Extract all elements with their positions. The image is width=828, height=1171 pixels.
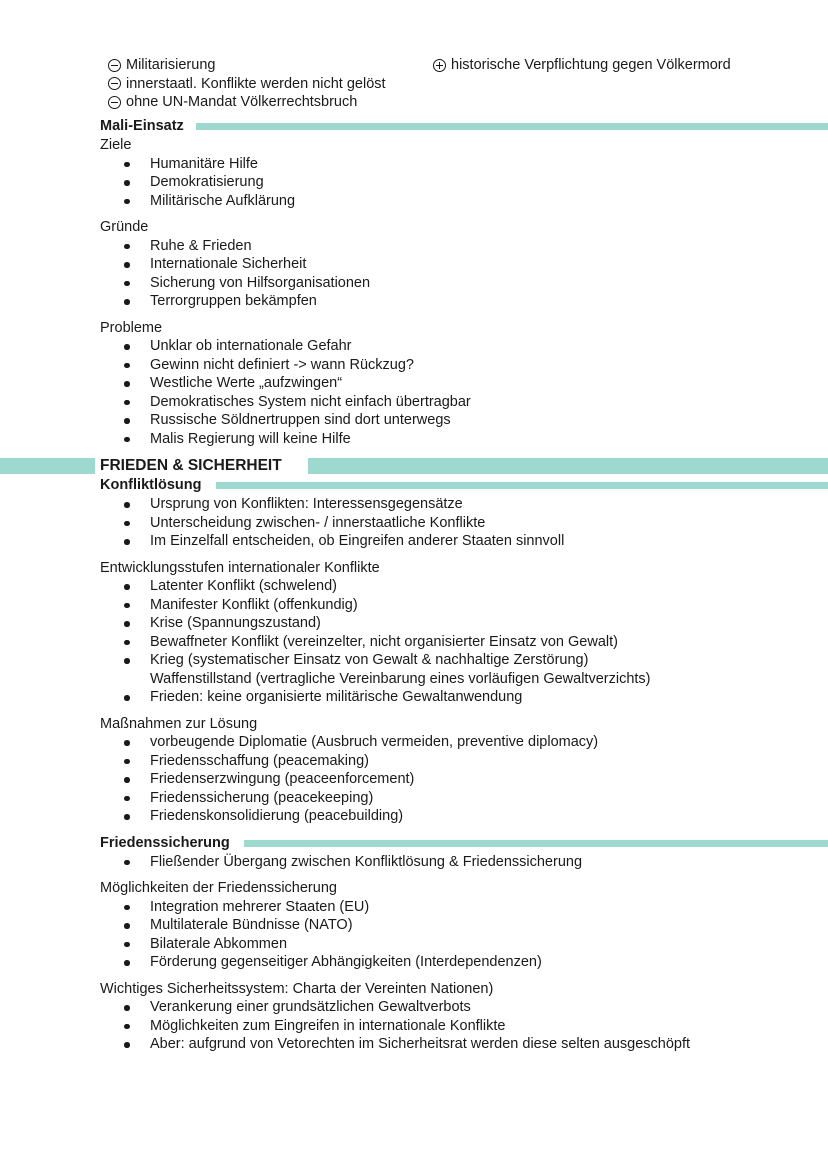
list-item	[0, 935, 828, 954]
list-item-text: Ursprung von Konflikten: Interessensgegensätze	[150, 496, 463, 512]
list-item-text: Frieden: keine organisierte militärische Gewaltanwendung	[150, 689, 523, 705]
list-item-text: Gewinn nicht definiert -> wann Rückzug?	[150, 356, 414, 373]
list-item	[0, 752, 828, 771]
pro-text: historische Verpflichtung gegen Völkermord	[451, 57, 731, 73]
bullet-icon	[124, 796, 130, 802]
list-item	[0, 770, 828, 789]
list-item-text: Fließender Übergang zwischen Konfliktlösung & Friedenssicherung	[150, 853, 583, 870]
list-item-text: Friedenserzwingung (peaceenforcement)	[150, 771, 415, 787]
list-gruende	[0, 237, 828, 311]
list-item	[0, 789, 828, 808]
bullet-icon	[124, 584, 130, 590]
list-item-text: Sicherung von Hilfsorganisationen	[150, 274, 371, 291]
list-item	[0, 430, 828, 449]
list-item	[0, 577, 828, 596]
list-item	[0, 356, 828, 375]
list-item-text: Bilaterale Abkommen	[150, 935, 288, 952]
bullet-icon	[124, 1024, 130, 1030]
con-item	[108, 75, 428, 94]
bullet-icon	[124, 759, 130, 765]
list-item	[0, 651, 828, 670]
bullet-icon	[124, 942, 130, 948]
list-item-text: Unklar ob internationale Gefahr	[150, 338, 352, 354]
list-item	[0, 337, 828, 356]
bullet-icon	[124, 400, 130, 406]
bullet-icon	[124, 381, 130, 387]
heading-text: FRIEDEN & SICHERHEIT	[100, 457, 282, 474]
list-item	[0, 237, 828, 256]
list-item-text: Friedensschaffung (peacemaking)	[150, 752, 369, 769]
list-item-text: Aber: aufgrund von Vetorechten im Sicherheitsrat werden diese selten ausgeschöpft	[150, 1036, 691, 1052]
list-item	[0, 898, 828, 917]
bullet-icon	[124, 437, 130, 443]
list-item-text: Möglichkeiten zum Eingreifen in internationale Konflikte	[150, 1017, 506, 1034]
list-item	[0, 495, 828, 514]
list-item	[0, 998, 828, 1017]
plus-circle-icon	[433, 59, 446, 72]
list-item	[0, 853, 828, 872]
list-konfliktloesung	[0, 495, 828, 551]
list-item-text: vorbeugende Diplomatie (Ausbruch vermeiden, preventive diplomacy)	[150, 734, 599, 750]
list-item-text: Verankerung einer grundsätzlichen Gewaltverbots	[150, 999, 471, 1015]
con-text: Militarisierung	[126, 57, 216, 73]
bullet-icon	[124, 199, 130, 205]
list-item-text: Terrorgruppen bekämpfen	[150, 293, 317, 309]
list-item-text: Waffenstillstand (vertragliche Vereinbarung eines vorläufigen Gewaltverzichts)	[150, 670, 651, 687]
list-item-text: Manifester Konflikt (offenkundig)	[150, 596, 358, 613]
list-item	[0, 916, 828, 935]
list-item-text: Latenter Konflikt (schwelend)	[150, 578, 337, 594]
list-item	[0, 274, 828, 293]
list-item-text: Demokratisches System nicht einfach übertragbar	[150, 393, 471, 410]
bullet-icon	[124, 860, 130, 866]
list-system	[0, 998, 828, 1054]
heading-accent-bar-right	[308, 458, 828, 474]
list-item-text: Krieg (systematischer Einsatz von Gewalt & nachhaltige Zerstörung)	[150, 652, 589, 668]
main-content	[0, 117, 828, 1054]
list-item	[0, 155, 828, 174]
list-ziele	[0, 155, 828, 211]
list-item-text: Militärische Aufklärung	[150, 192, 296, 209]
heading-text: Konfliktlösung	[100, 477, 206, 493]
main-heading-frieden-sicherheit	[0, 456, 828, 476]
group-label-gruende: Gründe	[100, 219, 149, 235]
group-label-probleme: Probleme	[100, 319, 163, 336]
list-item	[0, 514, 828, 533]
bullet-icon	[124, 695, 130, 701]
list-item-text: Multilaterale Bündnisse (NATO)	[150, 917, 353, 933]
list-item	[0, 292, 828, 311]
bullet-icon	[124, 281, 130, 287]
heading-accent-bar	[216, 482, 828, 489]
list-item	[0, 374, 828, 393]
group-label-system: Wichtiges Sicherheitssystem: Charta der Vereinten Nationen)	[100, 980, 494, 997]
list-item-text: Integration mehrerer Staaten (EU)	[150, 898, 370, 915]
list-probleme	[0, 337, 828, 448]
list-entwicklung	[0, 577, 828, 707]
bullet-icon	[124, 418, 130, 424]
bullet-icon	[124, 299, 130, 305]
list-item-text: Internationale Sicherheit	[150, 256, 307, 272]
list-item-text: Westliche Werte „aufzwingen“	[150, 375, 343, 391]
list-item-text: Friedenssicherung (peacekeeping)	[150, 789, 374, 806]
bullet-icon	[124, 162, 130, 168]
con-text: ohne UN-Mandat Völkerrechtsbruch	[126, 94, 358, 110]
bullet-icon	[124, 640, 130, 646]
list-item-continuation	[0, 670, 828, 689]
list-item-text: Humanitäre Hilfe	[150, 155, 258, 172]
bullet-icon	[124, 658, 130, 664]
cons-column	[108, 56, 428, 112]
list-item-text: Im Einzelfall entscheiden, ob Eingreifen anderer Staaten sinnvoll	[150, 533, 565, 549]
list-item-text: Unterscheidung zwischen- / innerstaatliche Konflikte	[150, 514, 486, 531]
list-item-text: Krise (Spannungszustand)	[150, 615, 321, 631]
heading-text: Mali-Einsatz	[100, 118, 188, 134]
list-item-text: Russische Söldnertruppen sind dort unterwegs	[150, 412, 451, 428]
minus-circle-icon	[108, 96, 121, 109]
heading-accent-bar	[196, 123, 828, 130]
bullet-icon	[124, 740, 130, 746]
minus-circle-icon	[108, 59, 121, 72]
bullet-icon	[124, 262, 130, 268]
list-item	[0, 596, 828, 615]
bullet-icon	[124, 960, 130, 966]
list-item-text: Ruhe & Frieden	[150, 237, 252, 254]
section-heading-konfliktloesung	[0, 476, 828, 495]
group-label-entwicklung: Entwicklungsstufen internationaler Konflikte	[100, 559, 380, 576]
bullet-icon	[124, 603, 130, 609]
list-item	[0, 614, 828, 633]
list-item	[0, 633, 828, 652]
list-item	[0, 1017, 828, 1036]
group-label-massnahmen: Maßnahmen zur Lösung	[100, 715, 258, 732]
bullet-icon	[124, 777, 130, 783]
list-item	[0, 688, 828, 707]
list-item	[0, 411, 828, 430]
heading-accent-bar	[244, 840, 828, 847]
list-item	[0, 807, 828, 826]
list-massnahmen	[0, 733, 828, 826]
group-label-ziele: Ziele	[100, 137, 132, 153]
list-item-text: Malis Regierung will keine Hilfe	[150, 430, 351, 447]
bullet-icon	[124, 344, 130, 350]
list-moeglichkeiten	[0, 898, 828, 972]
pro-item	[433, 56, 813, 75]
list-item-text: Friedenskonsolidierung (peacebuilding)	[150, 808, 404, 824]
list-item	[0, 173, 828, 192]
group-label-moeglichkeiten: Möglichkeiten der Friedenssicherung	[100, 880, 337, 896]
pros-column	[433, 56, 813, 75]
list-item	[0, 393, 828, 412]
list-item	[0, 255, 828, 274]
bullet-icon	[124, 905, 130, 911]
bullet-icon	[124, 180, 130, 186]
bullet-icon	[124, 539, 130, 545]
bullet-icon	[124, 521, 130, 527]
list-item	[0, 532, 828, 551]
bullet-icon	[124, 621, 130, 627]
bullet-icon	[124, 1042, 130, 1048]
list-item	[0, 192, 828, 211]
list-item-text: Bewaffneter Konflikt (vereinzelter, nicht organisierter Einsatz von Gewalt)	[150, 633, 618, 650]
bullet-icon	[124, 923, 130, 929]
bullet-icon	[124, 814, 130, 820]
list-item-text: Förderung gegenseitiger Abhängigkeiten (Interdependenzen)	[150, 954, 542, 970]
bullet-icon	[124, 363, 130, 369]
list-item	[0, 953, 828, 972]
minus-circle-icon	[108, 77, 121, 90]
section-heading-mali	[0, 117, 828, 136]
list-item	[0, 1035, 828, 1054]
con-item	[108, 93, 428, 112]
heading-text: Friedenssicherung	[100, 835, 234, 851]
heading-accent-bar-left	[0, 458, 95, 474]
list-item	[0, 733, 828, 752]
con-text: innerstaatl. Konflikte werden nicht gelöst	[126, 75, 386, 92]
bullet-icon	[124, 244, 130, 250]
con-item	[108, 56, 428, 75]
bullet-icon	[124, 1005, 130, 1011]
list-item-text: Demokratisierung	[150, 174, 264, 190]
list-friedenssicherung	[0, 853, 828, 872]
bullet-icon	[124, 502, 130, 508]
section-heading-friedenssicherung	[0, 834, 828, 853]
